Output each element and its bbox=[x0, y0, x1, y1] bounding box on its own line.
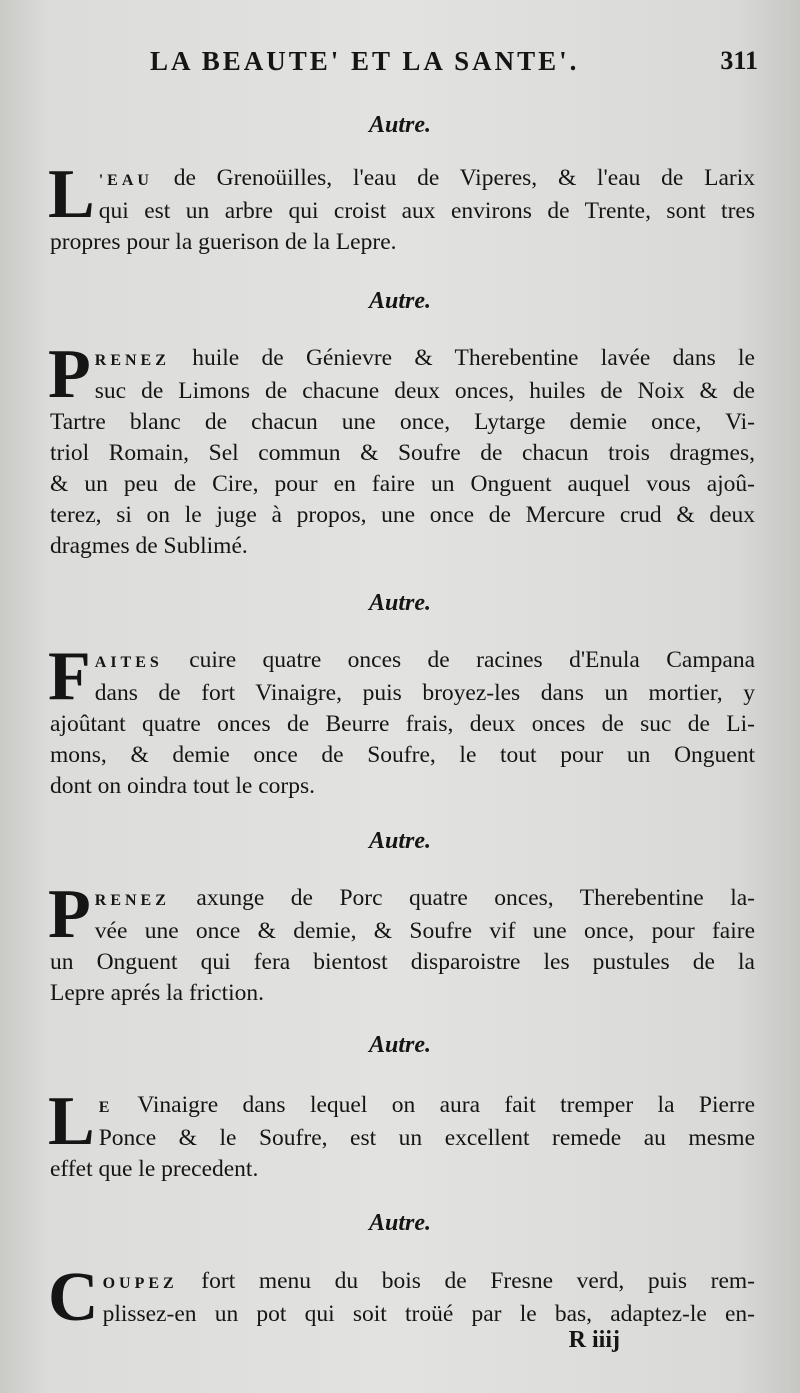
paragraph bbox=[48, 1259, 755, 1336]
opening-word: E bbox=[98, 1099, 114, 1116]
drop-cap: P bbox=[48, 336, 91, 413]
section-heading: Autre. bbox=[368, 828, 431, 854]
opening-word: RENEZ bbox=[94, 352, 170, 369]
page-header bbox=[0, 46, 800, 86]
drop-cap: L bbox=[48, 156, 95, 233]
paragraph bbox=[48, 336, 755, 562]
section-heading: Autre. bbox=[368, 288, 431, 314]
text-line: ajoûtant quatre onces de Beurre frais, deux onces de suc de Li- bbox=[50, 711, 755, 737]
text-line: fort menu du bois de Fresne verd, puis rem- bbox=[177, 1268, 755, 1294]
text-line: un Onguent qui fera bientost disparoistre les pustules de la bbox=[50, 949, 755, 975]
running-title: LA BEAUTE' ET LA SANTE'. bbox=[150, 46, 580, 76]
opening-word: OUPEZ bbox=[102, 1275, 178, 1292]
text-line: cuire quatre onces de racines d'Enula Campana bbox=[162, 647, 755, 673]
drop-cap: F bbox=[48, 638, 91, 715]
section-heading: Autre. bbox=[368, 590, 431, 616]
opening-word: 'EAU bbox=[98, 172, 153, 189]
text-line: dont on oindra tout le corps. bbox=[50, 773, 315, 799]
drop-cap: L bbox=[48, 1083, 95, 1160]
text-line: suc de Limons de chacune deux onces, huiles de Noix & de bbox=[94, 378, 755, 404]
text-line: & un peu de Cire, pour en faire un Onguent auquel vous ajoû- bbox=[50, 471, 755, 497]
section-heading: Autre. bbox=[368, 1032, 431, 1058]
text-line: huile de Génievre & Therebentine lavée dans le bbox=[169, 345, 755, 371]
text-line: Vinaigre dans lequel on aura fait tremper la Pierre bbox=[113, 1092, 755, 1118]
text-line: mons, & demie once de Soufre, le tout pour un Onguent bbox=[50, 742, 755, 768]
text-line: plissez-en un pot qui soit troüé par le bas, adaptez-le en- bbox=[102, 1301, 755, 1327]
text-line: dragmes de Sublimé. bbox=[50, 533, 248, 559]
paragraph bbox=[48, 638, 755, 802]
signature-mark: R iiij bbox=[568, 1327, 620, 1353]
opening-word: RENEZ bbox=[94, 892, 170, 909]
text-line: axunge de Porc quatre onces, Therebentine la- bbox=[169, 885, 755, 911]
paragraph bbox=[48, 876, 755, 1009]
opening-word: AITES bbox=[94, 654, 163, 671]
section-heading: Autre. bbox=[368, 112, 431, 138]
text-line: Ponce & le Soufre, est un excellent remede au mesme bbox=[98, 1125, 755, 1151]
text-line: de Grenoüilles, l'eau de Viperes, & l'eau de Larix bbox=[152, 165, 755, 191]
text-line: dans de fort Vinaigre, puis broyez-les dans un mortier, y bbox=[94, 680, 755, 706]
drop-cap: P bbox=[48, 876, 91, 953]
text-line: qui est un arbre qui croist aux environs de Trente, sont tres bbox=[98, 198, 755, 224]
paragraph bbox=[48, 1083, 755, 1185]
text-line: propres pour la guerison de la Lepre. bbox=[50, 229, 397, 255]
text-line: effet que le precedent. bbox=[50, 1156, 259, 1182]
text-line: triol Romain, Sel commun & Soufre de chacun trois dragmes, bbox=[50, 440, 755, 466]
text-line: Tartre blanc de chacun une once, Lytarge demie once, Vi- bbox=[50, 409, 755, 435]
paragraph bbox=[48, 156, 755, 258]
section-heading: Autre. bbox=[368, 1210, 431, 1236]
text-line: Lepre aprés la friction. bbox=[50, 980, 265, 1006]
text-line: terez, si on le juge à propos, une once de Mercure crud & deux bbox=[50, 502, 755, 528]
page-number: 311 bbox=[720, 46, 758, 75]
drop-cap: C bbox=[48, 1259, 99, 1336]
text-line: vée une once & demie, & Soufre vif une once, pour faire bbox=[94, 918, 755, 944]
